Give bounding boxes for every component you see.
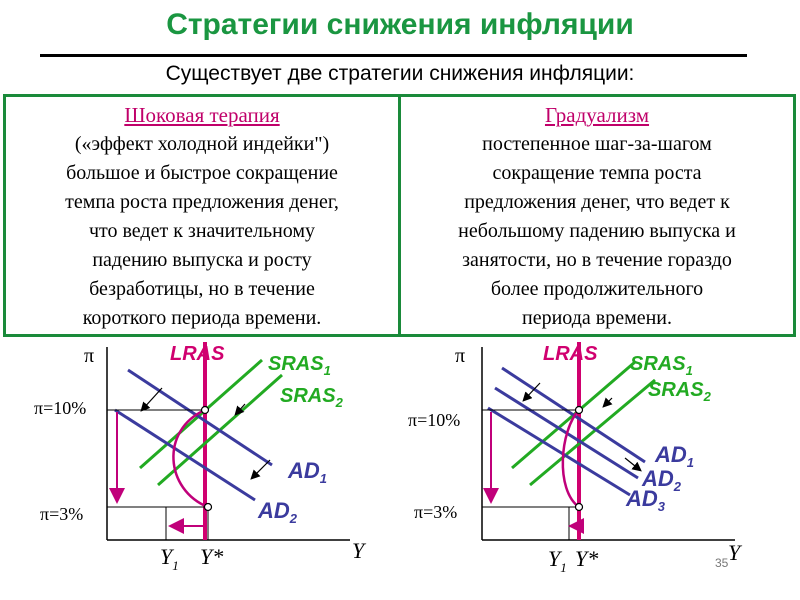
ad1-label: $AD_1$: [655, 442, 695, 470]
x-axis-label: Y: [352, 538, 365, 563]
pi-low-label: π=3%: [414, 502, 458, 522]
y-axis-label: π: [455, 345, 466, 367]
ad2-label: $AD_2$: [642, 466, 682, 494]
shock-line: короткого периода времени.: [82, 307, 322, 329]
gradual-line: постепенное шаг-за-шагом: [482, 133, 712, 155]
shock-line: темпа роста предложения денег,: [65, 191, 339, 213]
gradual-line: сокращение темпа роста: [492, 162, 702, 184]
sras1-line: [140, 360, 262, 468]
shock-line: безработицы, но в течение: [89, 278, 315, 300]
ad1-label: $AD_1$: [288, 458, 328, 486]
y1-label: $Y_1$: [548, 546, 567, 575]
ad3-label: $AD_3$: [626, 486, 666, 514]
shock-line: что ведет к значительному: [88, 220, 316, 242]
sras1-label: $SRAS_1$: [630, 353, 693, 378]
sras2-label: $SRAS_2$: [280, 385, 343, 410]
shock-therapy-heading: Шоковая терапия: [124, 103, 280, 127]
point-start: [576, 407, 583, 414]
ystar-label: Y*: [575, 546, 599, 571]
y1-label: $Y_1$: [160, 544, 179, 573]
lras-label: LRAS: [170, 343, 225, 365]
gradualism-heading: Градуализм: [544, 103, 650, 127]
subtitle: Существует две стратегии снижения инфляции:: [165, 62, 635, 85]
ad-shift-arrow: [252, 460, 270, 478]
ad-shift-arrow-top: [142, 388, 162, 410]
sras2-label: $SRAS_2$: [648, 379, 711, 404]
point-end: [205, 504, 212, 511]
lras-label: LRAS: [543, 343, 598, 365]
pi-high-label: π=10%: [408, 410, 461, 430]
ad1-line: [128, 370, 272, 465]
gradualism-graph: [408, 342, 743, 575]
gradual-line: периода времени.: [521, 307, 673, 329]
ad2-label: $AD_2$: [258, 498, 298, 526]
shock-line: («эффект холодной индейки"): [74, 133, 330, 155]
page-number: 35: [715, 556, 729, 570]
sras-shift-arrow: [604, 398, 612, 406]
gradual-line: более продолжительного: [490, 278, 704, 300]
shock-line: падению выпуска и росту: [92, 249, 312, 271]
shock-line: большое и быстрое сокращение: [66, 162, 338, 184]
gradual-line: занятости, но в течение гораздо: [462, 249, 732, 271]
sras1-label: $SRAS_1$: [268, 353, 331, 378]
pi-low-guide: [107, 507, 208, 540]
gradual-line: небольшому падению выпуска и: [458, 220, 736, 242]
page-title: Стратегии снижения инфляции: [166, 8, 634, 41]
sras2-line: [530, 380, 655, 485]
shock-therapy-graph: [34, 342, 367, 573]
pi-low-label: π=3%: [40, 504, 84, 524]
ad3-line: [488, 408, 630, 495]
x-axis-label: Y: [728, 540, 741, 565]
ad-shift-arrow: [625, 458, 640, 470]
ystar-label: Y*: [200, 544, 224, 569]
y-axis-label: π: [84, 345, 95, 367]
gradual-line: предложения денег, что ведет к: [464, 191, 730, 213]
pi-high-label: π=10%: [34, 398, 87, 418]
point-end: [576, 504, 583, 511]
point-start: [202, 407, 209, 414]
